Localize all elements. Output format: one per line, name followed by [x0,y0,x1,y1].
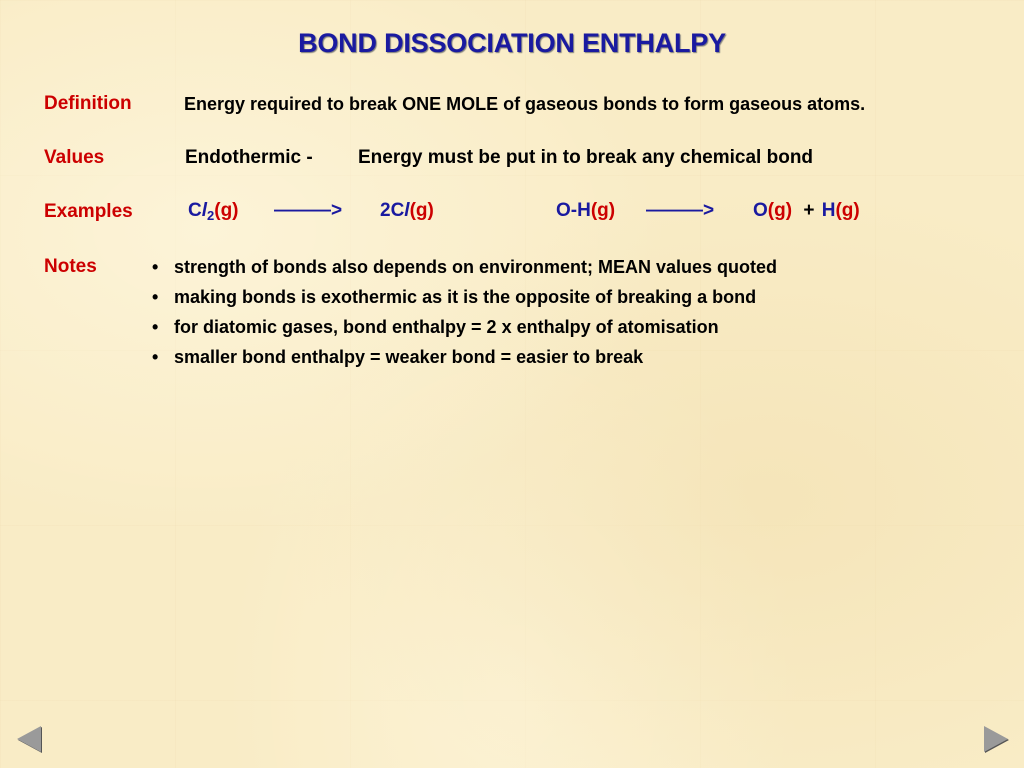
values-text: Energy must be put in to break any chemical bond [358,147,814,168]
triangle-right-icon[interactable] [984,726,1008,752]
bullet: • [152,317,159,337]
definition-label: Definition [44,93,132,114]
chlorine-product-l: l [404,200,410,221]
chlorine-subscript: 2 [207,208,215,223]
example-equation-chlorine [188,200,239,223]
chlorine-symbol-l: l [201,200,208,221]
examples-label: Examples [44,201,133,222]
example-equation-oh [556,200,615,222]
hydrogen-product: H [821,200,836,221]
bullet: • [152,257,159,277]
values-label: Values [44,147,105,168]
chlorine-product [380,200,434,222]
chlorine-product-state: (g) [409,200,434,221]
note-text: smaller bond enthalpy = weaker bond = easier to break [174,347,644,367]
note-text: strength of bonds also depends on environment; MEAN values quoted [174,257,778,277]
list-item [152,314,777,344]
plus-sign: + [803,200,815,221]
list-item [152,254,777,284]
hydrogen-product-state: (g) [835,200,860,221]
reaction-arrow-2: ———> [646,200,715,221]
bullet: • [152,347,159,367]
note-text: for diatomic gases, bond enthalpy = 2 x enthalpy of atomisation [174,317,719,337]
oh-reactant: O-H [556,200,591,221]
notes-label: Notes [44,256,97,277]
oh-products [753,200,860,222]
oxygen-product: O [753,200,768,221]
values-term: Endothermic - [185,147,313,168]
reaction-arrow-1: ———> [274,200,343,221]
triangle-left-icon[interactable] [17,726,41,752]
chlorine-symbol: C [188,200,202,221]
definition-text: Energy required to break ONE MOLE of gaseous bonds to form gaseous atoms. [184,94,866,114]
list-item [152,344,777,374]
slide-title: BOND DISSOCIATION ENTHALPY [298,28,726,58]
chlorine-reactant-state: (g) [214,200,239,221]
list-item [152,284,777,314]
bullet: • [152,287,159,307]
oh-reactant-state: (g) [590,200,616,221]
chlorine-product-coef: 2C [380,200,405,221]
notes-list [152,254,777,374]
oxygen-product-state: (g) [767,200,793,221]
note-text: making bonds is exothermic as it is the opposite of breaking a bond [174,287,757,307]
